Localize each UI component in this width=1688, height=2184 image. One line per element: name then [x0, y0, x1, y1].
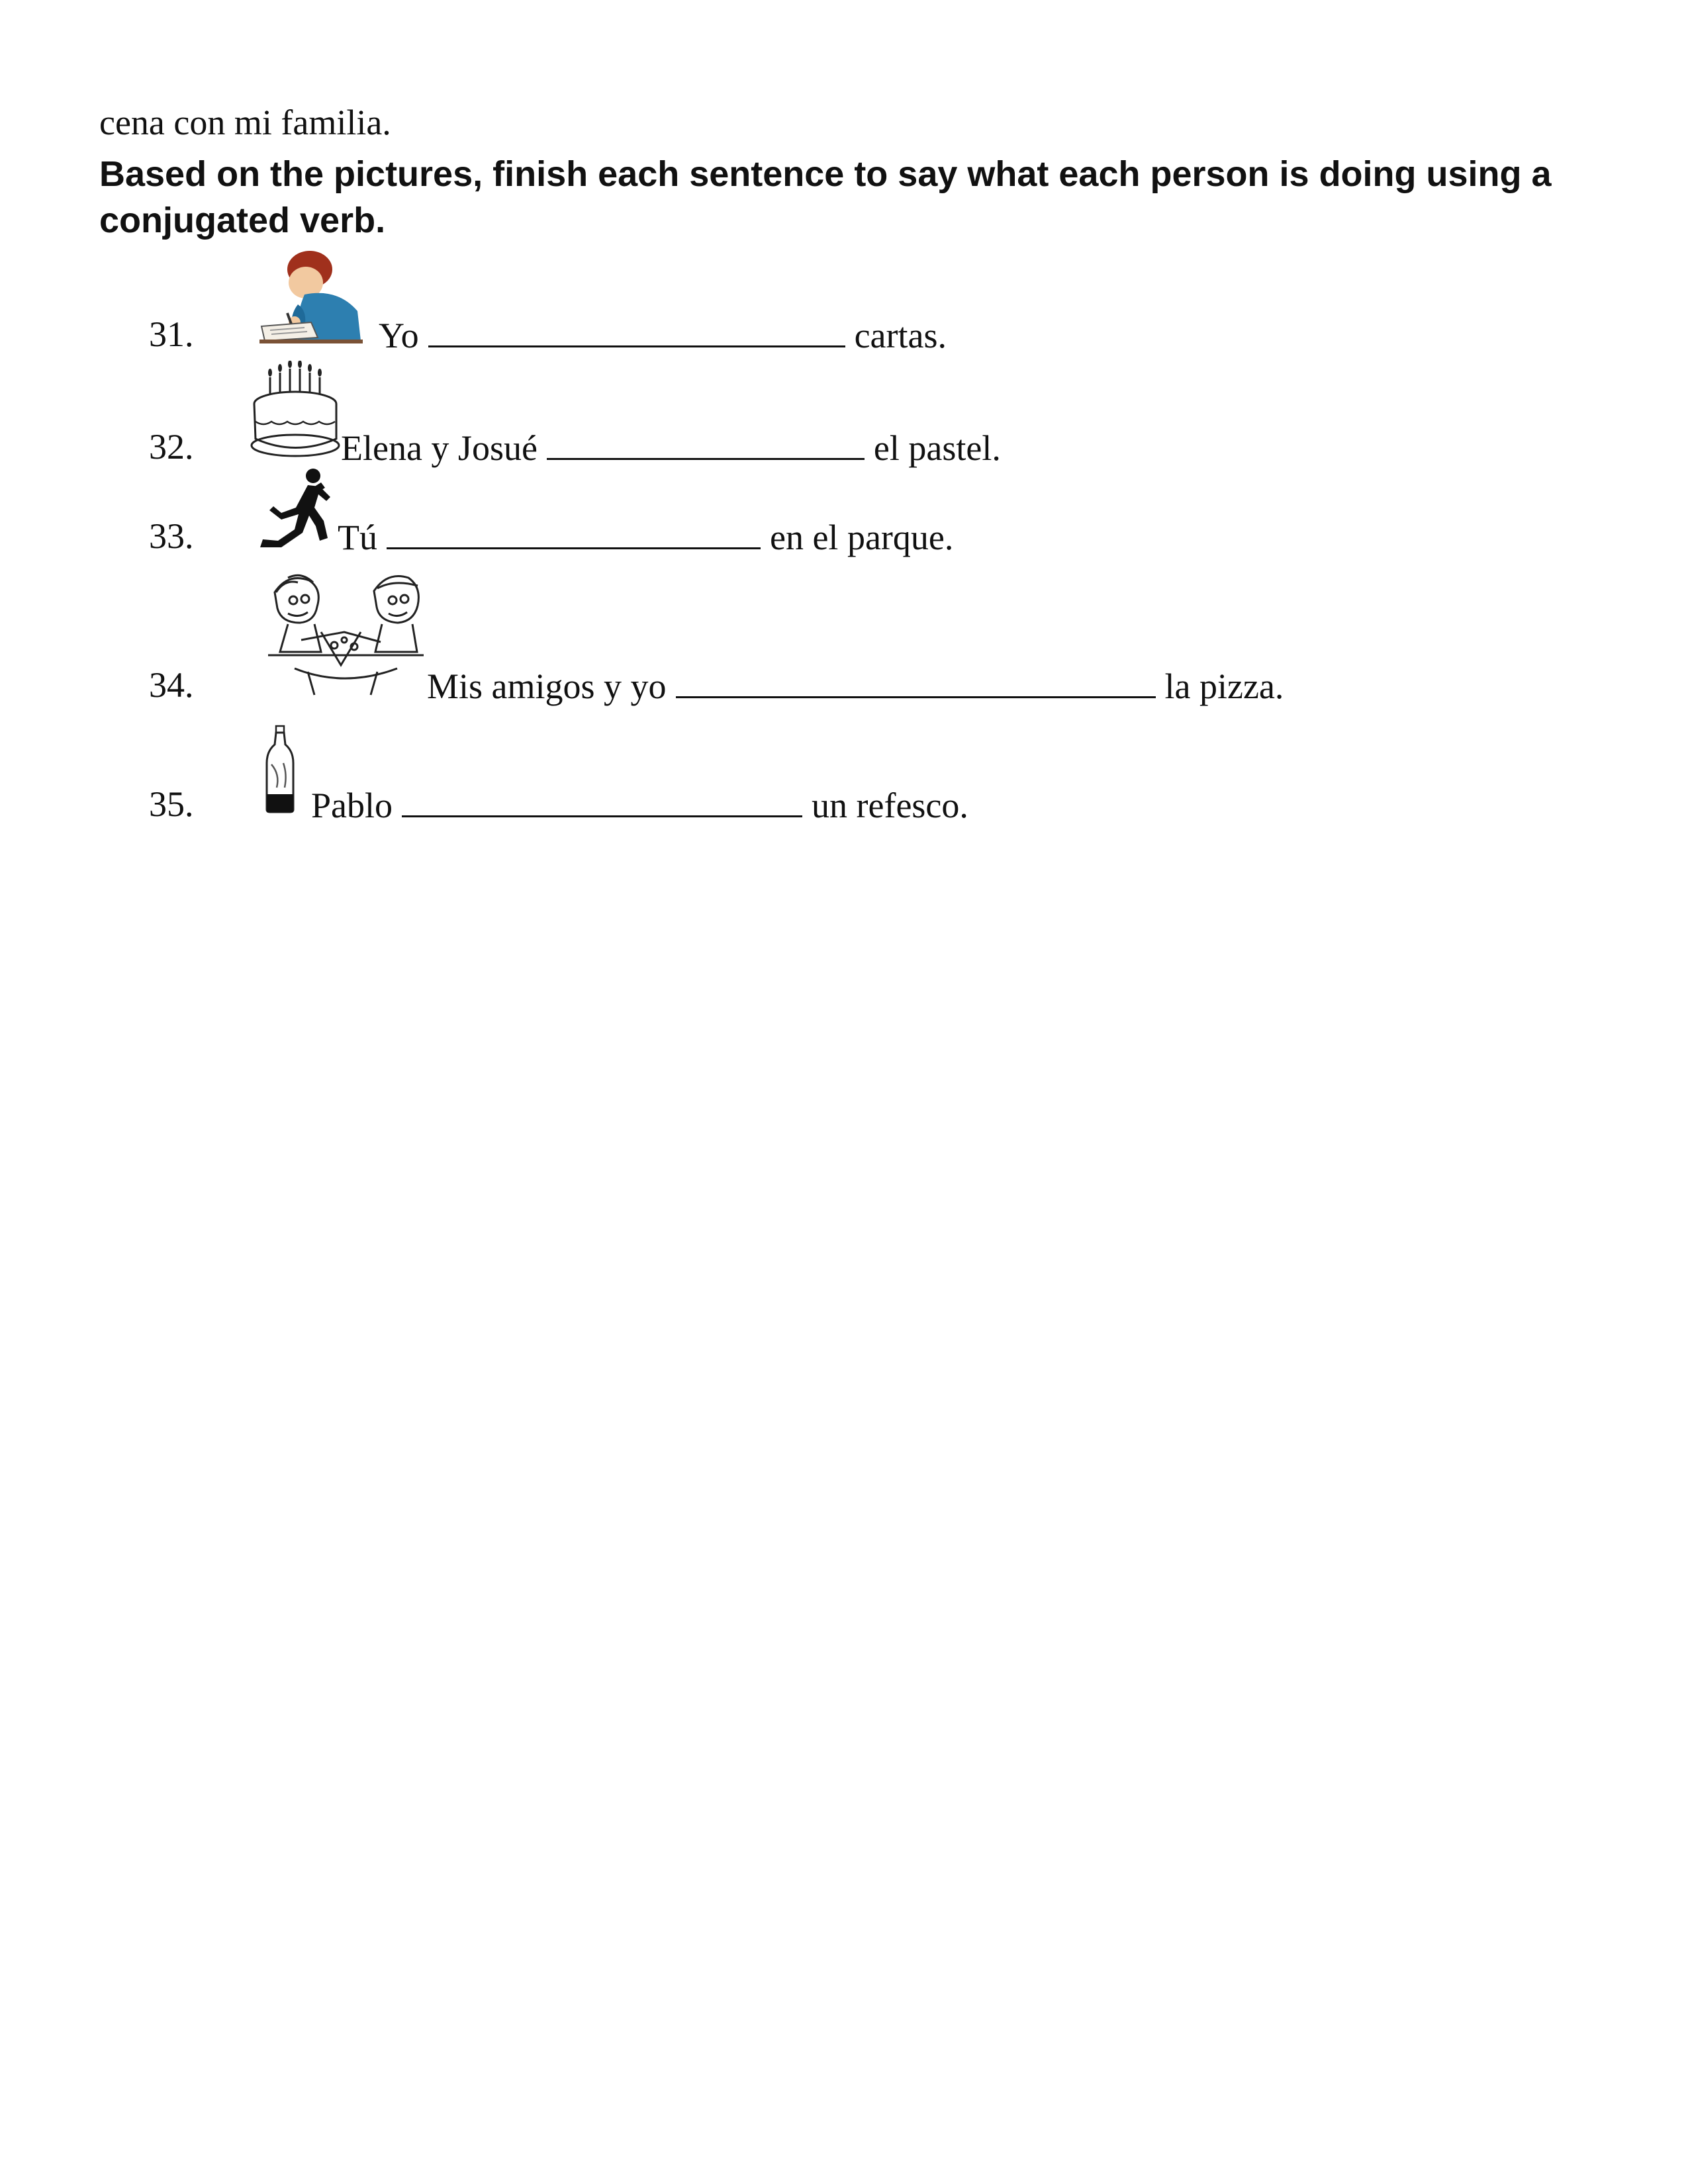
- sentence-subject: Yo: [379, 316, 419, 355]
- runner-icon: [255, 467, 331, 556]
- answer-blank-33[interactable]: [387, 513, 761, 549]
- sentence-subject: Tú: [338, 518, 377, 557]
- question-number: 34.: [149, 665, 194, 705]
- sentence-ending: en el parque.: [770, 518, 954, 557]
- birthday-cake-icon: [250, 361, 343, 463]
- sentence-subject: Elena y Josué: [341, 428, 538, 468]
- instructions-heading: Based on the pictures, finish each sentence to say what each person is doing using a conjugated verb.: [99, 154, 1552, 240]
- sentence-33: [338, 513, 953, 561]
- question-number: 35.: [149, 784, 194, 824]
- sentence-ending: cartas.: [854, 316, 947, 355]
- answer-blank-31[interactable]: [428, 311, 845, 347]
- sentence-31: [379, 311, 947, 359]
- friends-eating-pizza-icon: [261, 566, 430, 702]
- sentence-35: [311, 781, 968, 829]
- sentence-ending: la pizza.: [1164, 666, 1284, 706]
- sentence-ending: el pastel.: [873, 428, 1001, 468]
- sentence-subject: Mis amigos y yo: [427, 666, 667, 706]
- answer-blank-34[interactable]: [676, 662, 1156, 698]
- question-number: 31.: [149, 314, 194, 354]
- sentence-ending: un refesco.: [812, 786, 968, 825]
- question-number: 33.: [149, 516, 194, 556]
- question-number: 32.: [149, 427, 194, 467]
- answer-blank-35[interactable]: [402, 781, 802, 817]
- soda-bottle-icon: [263, 725, 297, 817]
- sentence-34: [427, 662, 1284, 709]
- carry-over-sentence: cena con mi familia.: [99, 103, 391, 142]
- answer-blank-32[interactable]: [547, 424, 865, 460]
- sentence-subject: Pablo: [311, 786, 393, 825]
- writing-boy-icon: [258, 248, 364, 347]
- sentence-32: [341, 424, 1001, 471]
